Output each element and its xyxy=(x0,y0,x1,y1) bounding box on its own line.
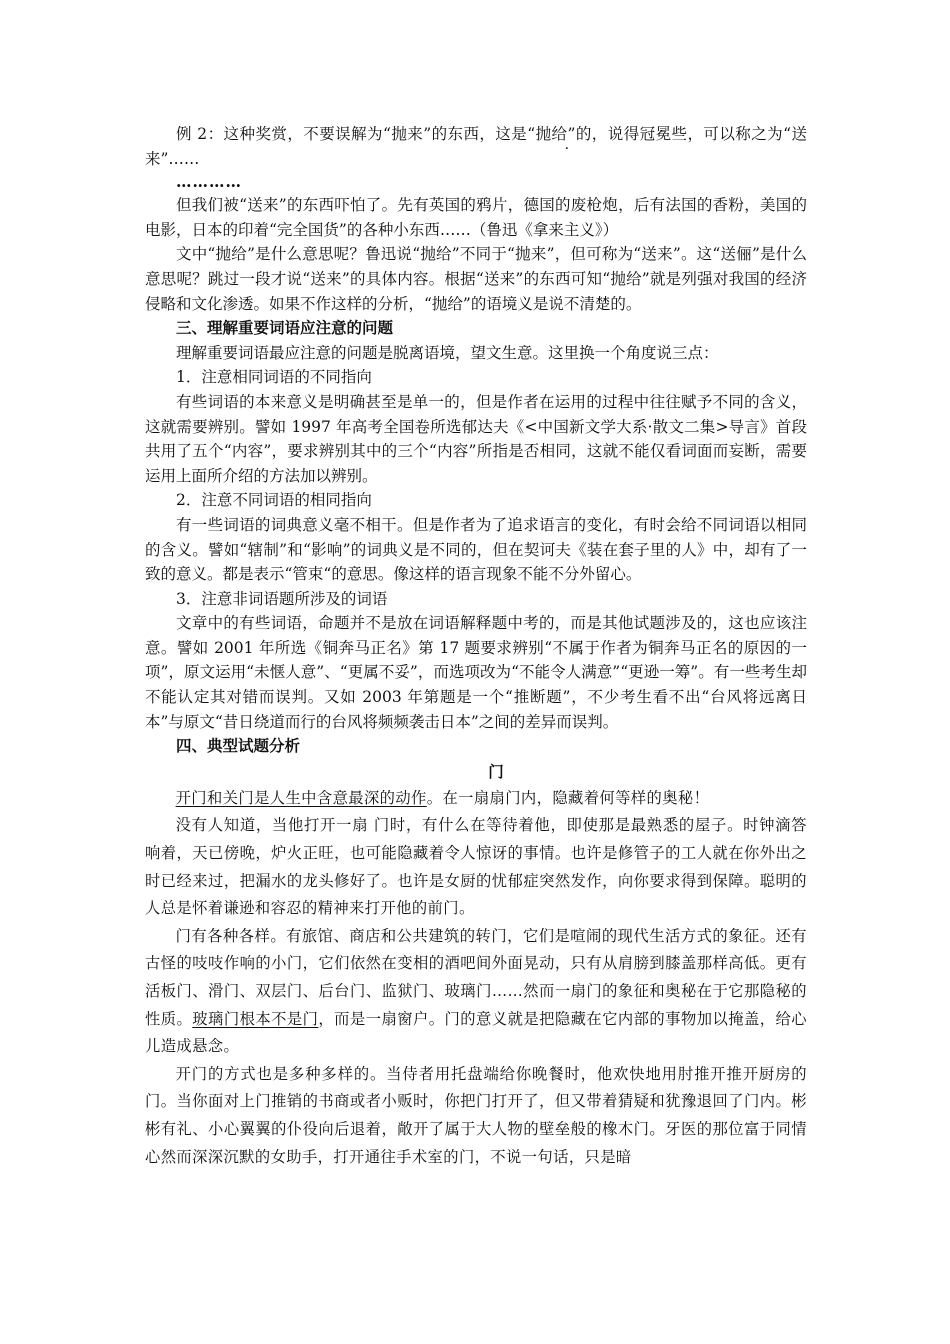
point-3-body: 文章中的有些词语，命题并不是放在词语解释题中考的，而是其他试题涉及的，这也应该注意。譬如 2001 年所选《铜奔马正名》第 17 题要求辨别“不属于作者为铜奔马正名的原因的一项”，原文运用“未惬人意”、“更属不妥”，而选项改为“不能令人满意”“更逊一筹”。有一些考生却不能认定其对错而误判。又如 2003 年第题是一个“推断题”，不少考生看不出“台风将远离日本”与原文“昔日绕道而行的台风将频频袭击日本”之间的差异而误判。 xyxy=(145,614,807,731)
example-2-paragraph xyxy=(145,122,807,171)
essay-paragraph-2: 没有人知道，当他打开一扇 门时，有什么在等待着他，即使那是最熟悉的屋子。时钟滴答响着，天已傍晚，炉火正旺，也可能隐藏着令人惊讶的事情。也许是修管子的工人就在你外出之时已经来过，把漏水的龙头修好了。也许是女厨的忧郁症突然发作，向你要求得到保障。聪明的人总是怀着谦逊和容忍的精神来打开他的前门。 xyxy=(145,816,807,918)
essay-paragraph-1-rest: 。在一扇扇门内，隐藏着何等样的奥秘！ xyxy=(426,788,710,807)
point-3-heading: 3．注意非词语题所涉及的词语 xyxy=(176,589,388,608)
essay-title: 门 xyxy=(488,761,504,781)
point-2-body: 有一些词语的词典意义毫不相干。但是作者为了追求语言的变化，有时会给不同词语以相同的含义。譬如“辖制”和“影响”的词典义是不同的，但在契诃夫《装在套子里的人》中，却有了一致的意义。都是表示“管束“的意思。像这样的语言现象不能不分外留心。 xyxy=(145,515,807,584)
essay-paragraph-3-a: 门有各种各样。有旅馆、商店和公共建筑的转门，它们是喧闹的现代生活方式的象征。还有古怪的吱吱作响的小门，它们依然在变相的酒吧间外面晃动，只有从肩膀到膝盖那样高低。更有活板门、滑门、双层门、后台门、监狱门、玻璃门……然而一扇门的象征和奥秘在于它那隐秘的性质。 xyxy=(145,926,807,1028)
section-3-intro: 理解重要词语最应注意的问题是脱离语境，望文生意。这里换一个角度说三点： xyxy=(176,343,719,362)
essay-paragraph-3-b: ，而是一扇窗户。门的意义就是把隐藏在它内部的事物加以掩盖，给心儿造成悬念。 xyxy=(145,1009,808,1056)
document-page xyxy=(145,122,807,1171)
quote-paragraph: 但我们被“送来”的东西吓怕了。先有英国的鸦片，德国的废枪炮，后有法国的香粉，美国的电影，日本的印着“完全国货”的各种小东西……（鲁迅《拿来主义》） xyxy=(145,196,807,239)
point-2-heading: 2．注意不同词语的相同指向 xyxy=(176,491,372,510)
omission-dots: ………… xyxy=(176,172,242,192)
point-1-heading: 1．注意相同词语的不同指向 xyxy=(176,368,372,387)
point-1-body: 有些词语的本来意义是明确甚至是单一的，但是作者在运用的过程中往往赋予不同的含义，这就需要辨别。譬如 1997 年高考全国卷所选郁达夫《<中国新文学大系·散文二集>导言》首段共用了五个“内容”，要求辨别其中的三个“内容”所指是否相同，这就不能仅看词面而妄断，需要运用上面所介绍的方法加以辨别。 xyxy=(145,392,807,485)
underlined-sentence-1: 开门和关门是人生中含意最深的动作 xyxy=(175,788,427,807)
section-4-heading: 四、典型试题分析 xyxy=(176,736,301,756)
emphasized-word: 抛给 xyxy=(535,125,568,143)
essay-paragraph-1 xyxy=(145,785,807,813)
analysis-paragraph: 文中“抛给”是什么意思呢？鲁迅说“抛给”不同于“抛来”，但可称为“送来”。这“送俪”是什么意思呢？跳过一段才说“送来”的具体内容。根据“送来”的东西可知“抛给”就是列强对我国的经济侵略和文化渗透。如果不作这样的分析，“抛给”的语境义是说不清楚的。 xyxy=(145,245,807,313)
essay-paragraph-3 xyxy=(145,923,807,1061)
section-3-heading: 三、理解重要词语应注意的问题 xyxy=(176,318,394,338)
essay-paragraph-4: 开门的方式也是多种多样的。当侍者用托盘端给你晚餐时，他欢快地用肘推开推开厨房的门。当你面对上门推销的书商或者小贩时，你把门打开了，但又带着猜疑和犹豫退回了门内。彬彬有礼、小心翼翼的仆役向后退着，敞开了属于大人物的壁垒般的橡木门。牙医的那位富于同情心然而深深沉默的女助手，打开通往手术室的门，不说一句话，只是暗 xyxy=(145,1064,807,1166)
example-2-text-a: 例 2：这种奖赏，不要误解为“抛来”的东西，这是“ xyxy=(176,125,536,143)
underlined-sentence-2: 玻璃门根本不是门 xyxy=(192,1009,319,1028)
example-2-text-b: ”的，说得冠冕些，可以称之为“送来”…… xyxy=(145,125,807,168)
